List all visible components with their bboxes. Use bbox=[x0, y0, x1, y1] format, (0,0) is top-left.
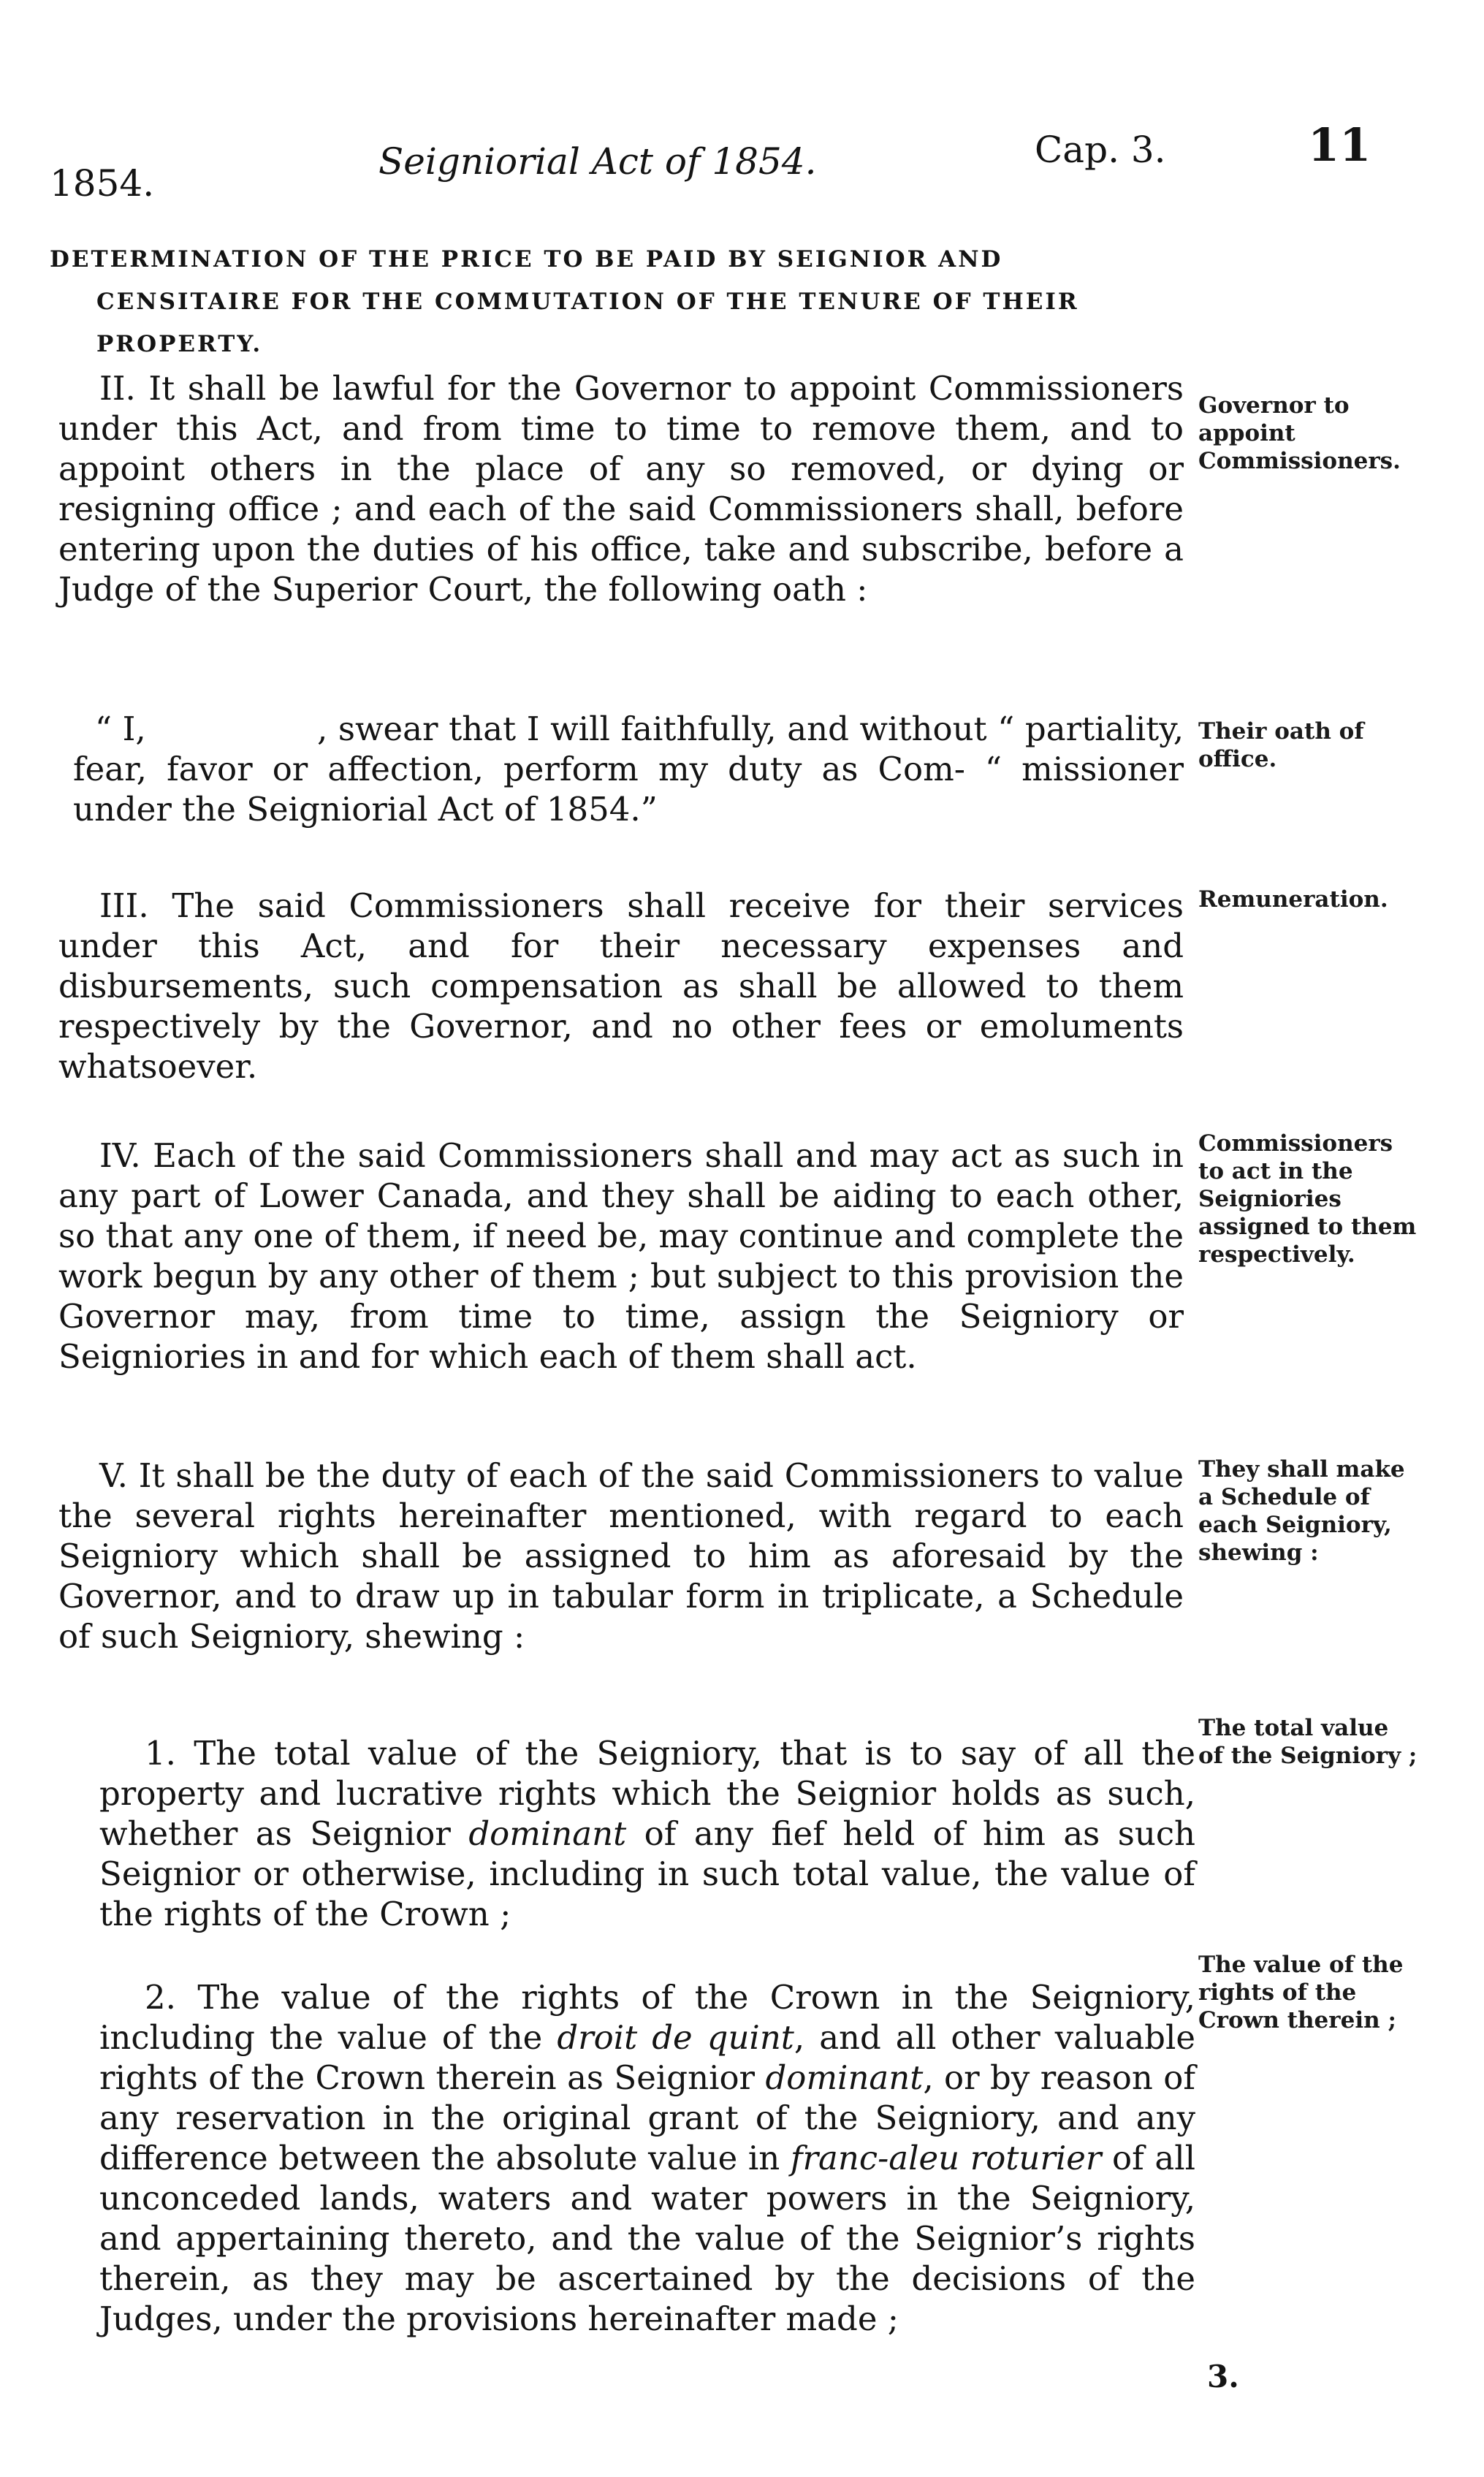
section-5-paragraph: V. It shall be the duty of each of the said Commissioners to value the several rights hereinafter mentioned, with regard to each Seigniory which shall be assigned to him as aforesaid by the Governor, and to draw up in tabular form in triplicate, a Schedule of such Seigniory, shewing : bbox=[58, 1456, 1184, 1656]
item-2-paragraph bbox=[99, 1977, 1195, 2339]
section-4-paragraph: IV. Each of the said Commissioners shall and may act as such in any part of Lower Canada, and they shall be aiding to each other, so that any one of them, if need be, may continue and complete the work begun by any other of them ; but subject to this provision the Governor may, from time to time, assign the Seigniory or Seigniories in and for which each of them shall act. bbox=[58, 1136, 1184, 1376]
running-header-title: Seigniorial Act of 1854. bbox=[378, 140, 817, 183]
item-1-text-b: of any fief held of him as such Seignior or otherwise, including in such total value, the value of the rights of the Crown ; bbox=[99, 1814, 1195, 1933]
margin-note-section-4: Commissioners to act in the Seigniories assigned to them respectively. bbox=[1198, 1130, 1417, 1268]
margin-note-section-3: Remuneration. bbox=[1198, 886, 1388, 913]
item-2-text-d: of all unconceded lands, waters and water powers in the Seigniory, and appertaining thereto, and the value of the Seignior’s rights therein, as they may be ascertained by the decisions of the Judges, under the provisions hereinafter made ; bbox=[99, 2139, 1195, 2338]
oath-paragraph: “ I, , swear that I will faithfully, and without “ partiality, fear, favor or affection, perform my duty as Com- “ missioner under the Seigniorial Act of 1854.” bbox=[73, 709, 1195, 829]
section-heading-line-2: CENSITAIRE FOR THE COMMUTATION OF THE TENURE OF THEIR bbox=[96, 289, 1079, 315]
running-header-year: 1854. bbox=[50, 162, 155, 205]
section-3-paragraph: III. The said Commissioners shall receive for their services under this Act, and for their necessary expenses and disbursements, such compensation as shall be allowed to them respectively by the Governor, and no other fees or emoluments whatsoever. bbox=[58, 886, 1184, 1086]
margin-note-oath: Their oath of office. bbox=[1198, 718, 1364, 772]
item-2-text-a: 2. The value of the rights of the Crown in the Seigniory, including the value of the bbox=[99, 1978, 1195, 2057]
margin-note-section-2: Governor to appoint Commissioners. bbox=[1198, 392, 1401, 474]
page-number: 11 bbox=[1308, 118, 1371, 172]
item-2-emphasis-c: franc-aleu roturier bbox=[790, 2139, 1102, 2177]
catchword: 3. bbox=[1207, 2359, 1239, 2394]
item-2-emphasis-b: dominant bbox=[765, 2058, 924, 2097]
item-2-text-b: , and all other valuable rights of the Crown therein as Seignior bbox=[99, 2018, 1195, 2097]
section-heading bbox=[50, 238, 1204, 365]
running-header-chapter: Cap. 3. bbox=[1035, 129, 1166, 171]
margin-note-item-1: The total value of the Seigniory ; bbox=[1198, 1715, 1418, 1769]
item-1-text-a: 1. The total value of the Seigniory, that is to say of all the property and lucrative rights which the Seignior holds as such, whether as Seignior bbox=[99, 1734, 1195, 1853]
section-heading-line-3: PROPERTY. bbox=[96, 331, 263, 357]
section-2-paragraph: II. It shall be lawful for the Governor to appoint Commissioners under this Act, and from time to time to remove them, and to appoint others in the place of any so removed, or dying or resigning office ; and each of the said Commissioners shall, before entering upon the duties of his office, take and subscribe, before a Judge of the Superior Court, the following oath : bbox=[58, 369, 1184, 609]
item-1-paragraph bbox=[99, 1733, 1195, 1934]
item-2-text-c: , or by reason of any reservation in the original grant of the Seigniory, and any difference between the absolute value in bbox=[99, 2058, 1195, 2177]
margin-note-section-5: They shall make a Schedule of each Seigniory, shewing : bbox=[1198, 1456, 1405, 1566]
item-1-emphasis: dominant bbox=[468, 1814, 627, 1853]
item-2-emphasis-a: droit de quint bbox=[557, 2018, 794, 2057]
margin-note-item-2: The value of the rights of the Crown therein ; bbox=[1198, 1952, 1404, 2033]
section-heading-line-1: DETERMINATION OF THE PRICE TO BE PAID BY SEIGNIOR AND bbox=[50, 246, 1003, 273]
